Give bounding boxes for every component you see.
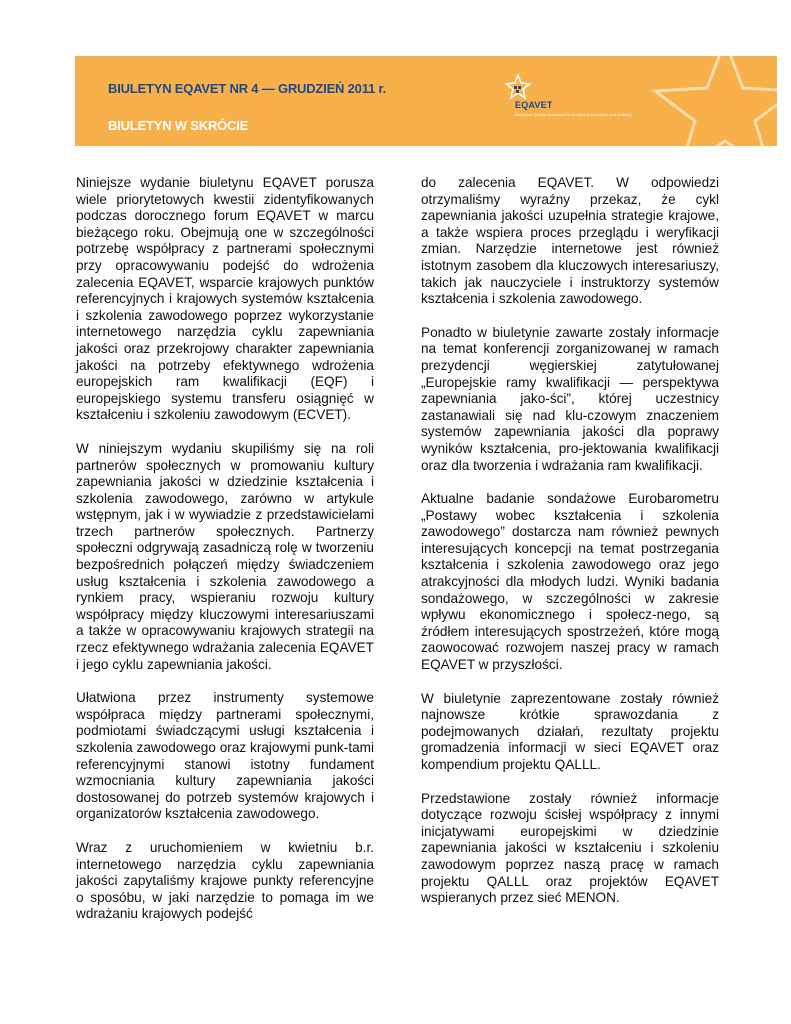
paragraph: Ułatwiona przez instrumenty systemowe współpraca między partnerami społecznymi, podmiotami świadczącymi usługi kształcenia i szkolenia zawodowego oraz krajowymi punk-tami referencyjnymi stanowi istotny fundament wzmocniania kultury zapewniania jakości dostosowanej do potrzeb systemów krajowych i organizatorów kształcenia zawodowego. <box>76 690 374 822</box>
paragraph: Ponadto w biuletynie zawarte zostały informacje na temat konferencji zorganizowanej w ramach prezydencji węgierskiej zatytułowanej „Europejskie ramy kwalifikacji — perspektywa zapewniania jako-ści”, której uczestnicy zastanawiali się nad klu-czowym znaczeniem systemów zapewniania jakości dla poprawy wyników kształcenia, pro-jektowania kwalifikacji oraz dla tworzenia i wdrażania ram kwalifikacji. <box>421 324 719 473</box>
paragraph: Aktualne badanie sondażowe Eurobarometru „Postawy wobec kształcenia i szkolenia zawodowego” dostarcza nam również pewnych interesujących koncepcji na temat postrzegania kształcenia i szkolenia zawodowego oraz jego atrakcyjności dla młodych ludzi. Wyniki badania sondażowego, w szczególności w zakresie wpływu ekonomicznego i społecz-nego, są źródłem interesujących spostrzeżeń, które mogą zaowocować rozwojem naszej pracy w ramach EQAVET w przyszłości. <box>421 491 719 673</box>
paragraph: Przedstawione zostały również informacje dotyczące rozwoju ścisłej współpracy z innymi inicjatywami europejskimi w dziedzinie zapewniania jakości w kształceniu i szkoleniu zawodowym poprzez naszą pracę w ramach projektu QALLL oraz projektów EQAVET wspieranych przez sieć MENON. <box>421 790 719 906</box>
logo-tagline: European Quality Assurance in Vocational Education and Training <box>515 112 632 117</box>
eqavet-star-logo-icon <box>505 74 531 100</box>
paragraph: W niniejszym wydaniu skupiliśmy się na roli partnerów społecznych w promowaniu kultury zapewniania jakości w dziedzinie kształcenia i szkolenia zawodowego, zarówno w artykule wstępnym, jak i w wywiadzie z przedstawicielami trzech partnerów społecznych. Partnerzy społeczni odgrywają zasadniczą rolę w tworzeniu bezpośrednich połączeń między świadczeniem usług kształcenia i szkolenia zawodowego a rynkiem pracy, wspieraniu rozwoju kultury współpracy między kluczowymi interesariuszami a także w opracowywaniu krajowych strategii na rzecz efektywnego wdrażania zalecenia EQAVET i jego cyklu zapewniania jakości. <box>76 440 374 672</box>
left-column <box>76 175 374 940</box>
paragraph: Niniejsze wydanie biuletynu EQAVET porusza wiele priorytetowych kwestii zidentyfikowanych podczas dorocznego forum EQAVET w marcu bieżącego roku. Obejmują one w szczególności potrzebę współpracy z partnerami społecznymi przy opracowywaniu podejść do wdrożenia zalecenia EQAVET, wsparcie krajowych punktów referencyjnych i krajowych systemów kształcenia i szkolenia zawodowego poprzez wykorzystanie internetowego narzędzia cyklu zapewniania jakości oraz przekrojowy charakter zapewniania jakości na potrzeby efektywnego wdrożenia europejskich ram kwalifikacji (EQF) i europejskiego systemu transferu osiągnięć w kształceniu i szkoleniu zawodowym (ECVET). <box>76 175 374 423</box>
eqavet-logo <box>505 74 645 138</box>
paragraph: do zalecenia EQAVET. W odpowiedzi otrzymaliśmy wyraźny przekaz, że cykl zapewniania jakości uzupełnia strategie krajowe, a także wspiera proces przeglądu i weryfikacji zmian. Narzędzie internetowe jest również istotnym zasobem dla kluczowych interesariuszy, takich jak nauczyciele i instruktorzy systemów kształcenia i szkolenia zawodowego. <box>421 175 719 307</box>
paragraph: W biuletynie zaprezentowane zostały również najnowsze krótkie sprawozdania z podejmowanych działań, rezultaty projektu gromadzenia informacji w sieci EQAVET oraz kompendium projektu QALLL. <box>421 690 719 772</box>
header-banner <box>75 56 777 146</box>
section-title: BIULETYN W SKRÓCIE <box>108 118 249 133</box>
logo-name: EQAVET <box>515 100 553 110</box>
paragraph: Wraz z uruchomieniem w kwietniu b.r. internetowego narzędzia cyklu zapewniania jakości zapytaliśmy krajowe punkty referencyjne o sposóbu, w jaki narzędzie to pomaga im we wdrażaniu krajowych podejść <box>76 839 374 922</box>
right-column <box>421 175 719 924</box>
newsletter-title: BIULETYN EQAVET NR 4 — GRUDZIEŃ 2011 r. <box>108 81 387 96</box>
